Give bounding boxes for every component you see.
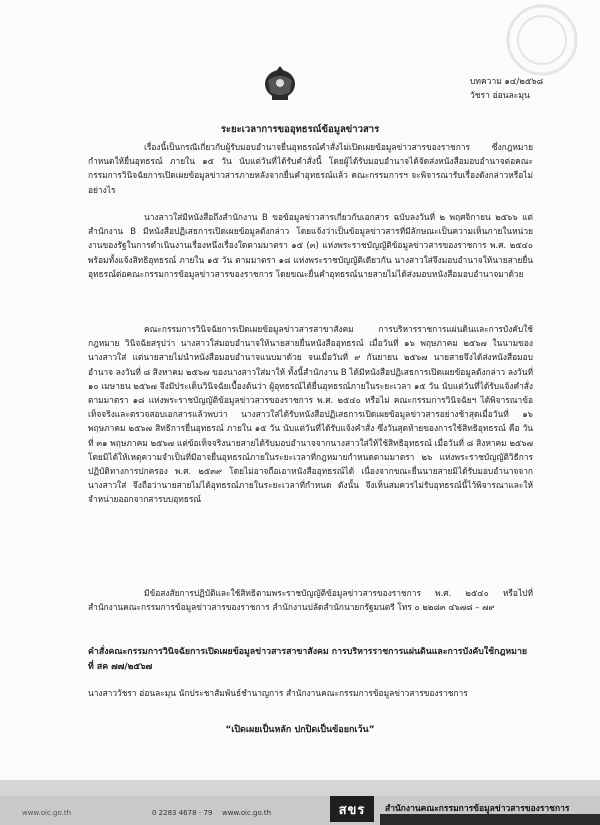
footer-logo: สขร <box>330 796 374 822</box>
document-meta <box>470 75 543 103</box>
paragraph-contact: มีข้อสงสัยการปฏิบัติและใช้สิทธิตามพระราชบัญญัติข้อมูลข่าวสารของราชการ พ.ศ. ๒๕๔๐ หรือไปที่ สำนักงานคณะกรรมการข้อมูลข่าวสารของราชการ สำนักงานปลัดสำนักนายกรัฐมนตรี โทร ๐ ๒๒๘๓ ๔๖๗๘ – ๗๙ <box>88 588 533 613</box>
garuda-emblem-icon <box>262 62 298 102</box>
order-title: คำสั่งคณะกรรมการวินิจฉัยการเปิดเผยข้อมูลข่าวสารสาขาสังคม การบริหารราชการแผ่นดินและการบังคับใช้กฎหมาย ที่ สค ๗๗/๒๕๖๗ <box>88 647 528 672</box>
footer-url: www.oic.go.th <box>222 809 272 817</box>
paragraph-intro: เรื่องนี้เป็นกรณีเกี่ยวกับผู้รับมอบอำนาจยื่นอุทธรณ์คำสั่งไม่เปิดเผยข้อมูลข่าวสารของราชการ ซึ่งกฎหมายกำหนดให้ยื่นอุทธรณ์ ภายใน ๑๕ วัน นับแต่วันที่ได้รับคำสั่งนี้ โดยผู้ได้รับมอบอำนาจได้จัดส่งหนังสือมอบอำนาจต่อคณะกรรมการวินิจฉัยการเปิดเผยข้อมูลข่าวสารภายหลังจากยื่นคำอุทธรณ์แล้ว คณะกรรมการฯ จะพิจารณารับเรื่องดังกล่าวหรือไม่ อย่างไร <box>88 142 533 195</box>
author-line: นางสาววัชรา อ่อนละมุน นักประชาสัมพันธ์ชำนาญการ สำนักงานคณะกรรมการข้อมูลข่าวสารของราชการ <box>88 688 468 698</box>
paragraph-decision: คณะกรรมการวินิจฉัยการเปิดเผยข้อมูลข่าวสารสาขาสังคม การบริหารราชการแผ่นดินและการบังคับใช้กฎหมาย วินิจฉัยสรุปว่า นางสาวใส่มอบอำนาจให้นายสายยื่นหนังสืออุทธรณ์ เมื่อวันที่ ๑๖ พฤษภาคม ๒๕๖๗ ในนามของนางสาวใส่ แต่นายสายไม่นำหนังสือมอบอำนาจแนบมาด้วย จนเมื่อวันที่ ๙ กันยายน ๒๕๖๗ นายสายจึงได้ส่งหนังสือมอบอำนาจ ลงวันที่ ๘ สิงหาคม ๒๕๖๗ ของนางสาวใส่มาให้ ทั้งนี้สำนักงาน B ได้มีหนังสือปฏิเสธการเปิดเผยข้อมูลดังกล่าว ลงวันที่ ๑๐ เมษายน ๒๕๖๗ จึงมีประเด็นวินิจฉัยเบื้องต้นว่า ผู้อุทธรณ์ได้ยื่นอุทธรณ์ภายในระยะเวลา ๑๕ วัน นับแต่วันที่ได้รับแจ้งคำสั่งตามมาตรา ๑๘ แห่งพระราชบัญญัติข้อมูลข่าวสารของราชการ พ.ศ. ๒๕๔๐ หรือไม่ คณะกรรมการวินิจฉัยฯ ได้พิจารณาข้อเท็จจริงและตรวจสอบเอกสารแล้วพบว่า นางสาวใส่ได้รับหนังสือปฏิเสธการเปิดเผยข้อมูลข่าวสารอย่างช้าสุดเมื่อวันที่ ๑๖ พฤษภาคม ๒๕๖๗ สิทธิการยื่นอุทธรณ์ ภายใน ๑๕ วัน นับแต่วันที่ได้รับแจ้งคำสั่ง ซึ่งวันสุดท้ายของการใช้สิทธิอุทธรณ์ คือ วันที่ ๓๑ พฤษภาคม ๒๕๖๗ แต่ข้อเท็จจริงนายสายได้รับมอบอำนาจจากนางสาวใส่ให้ใช้สิทธิอุทธรณ์ เมื่อวันที่ ๘ สิงหาคม ๒๕๖๗ โดยมิได้ให้เหตุความจำเป็นที่มีอาจยื่นอุทธรณ์ภายในระยะเวลาที่กฎหมายกำหนดตามมาตรา ๒๖ แห่งพระราชบัญญัติวิธีการปฏิบัติทางการปกครอง พ.ศ. ๒๕๓๙ โดยไม่อาจถือเอาหนังสืออุทธรณ์ได้ เนื่องจากขณะยื่นนายสายมิได้รับมอบอำนาจจากนางสาวใส่ จึงถือว่านายสายไม่ได้อุทธรณ์ภายในระยะเวลาที่กำหนด ดังนั้น จึงเห็นสมควรไม่รับอุทธรณ์นี้ไว้พิจารณาและให้จำหน่ายออกจากสารบบอุทธรณ์ <box>88 324 533 505</box>
footer-website-label: www.oic.go.th <box>22 809 72 817</box>
footer-org-name: สำนักงานคณะกรรมการข้อมูลข่าวสารของราชการ <box>385 804 570 814</box>
seal-watermark-icon <box>506 4 578 76</box>
article-number: บทความ ๑๔/๒๕๖๘ <box>470 77 544 87</box>
footer-band <box>380 814 600 825</box>
document-title: ระยะเวลาการขออุทธรณ์ข้อมูลข่าวสาร <box>220 124 380 135</box>
slogan: “เปิดเผยเป็นหลัก ปกปิดเป็นข้อยกเว้น” <box>225 725 375 735</box>
footer-phone: 0 2283 4678 - 79 <box>152 809 213 817</box>
author-name: วัชรา อ่อนละมุน <box>470 91 530 101</box>
paragraph-facts: นางสาวใส่มีหนังสือถึงสำนักงาน B ขอข้อมูลข่าวสารเกี่ยวกับเอกสาร ฉบับลงวันที่ ๒ พฤศจิกายน ๒๕๖๖ แต่สำนักงาน B มีหนังสือปฏิเสธการเปิดเผยข้อมูลดังกล่าว โดยแจ้งว่าเป็นข้อมูลข่าวสารที่มีลักษณะเป็นความเห็นภายในหน่วยงานของรัฐในการดำเนินงานเรื่องหนึ่งเรื่องใดตามมาตรา ๑๕ (๓) แห่งพระราชบัญญัติข้อมูลข่าวสารของราชการ พ.ศ. ๒๕๔๐ พร้อมทั้งแจ้งสิทธิอุทธรณ์ ภายใน ๑๕ วัน ตามมาตรา ๑๘ แห่งพระราชบัญญัติเดียวกัน นางสาวใส่จึงมอบอำนาจให้นายสายยื่นอุทธรณ์ต่อคณะกรรมการข้อมูลข่าวสารของราชการ โดยขณะยื่นคำอุทธรณ์นายสายไม่ได้ส่งมอบหนังสือมอบอำนาจมาด้วย <box>88 212 533 279</box>
